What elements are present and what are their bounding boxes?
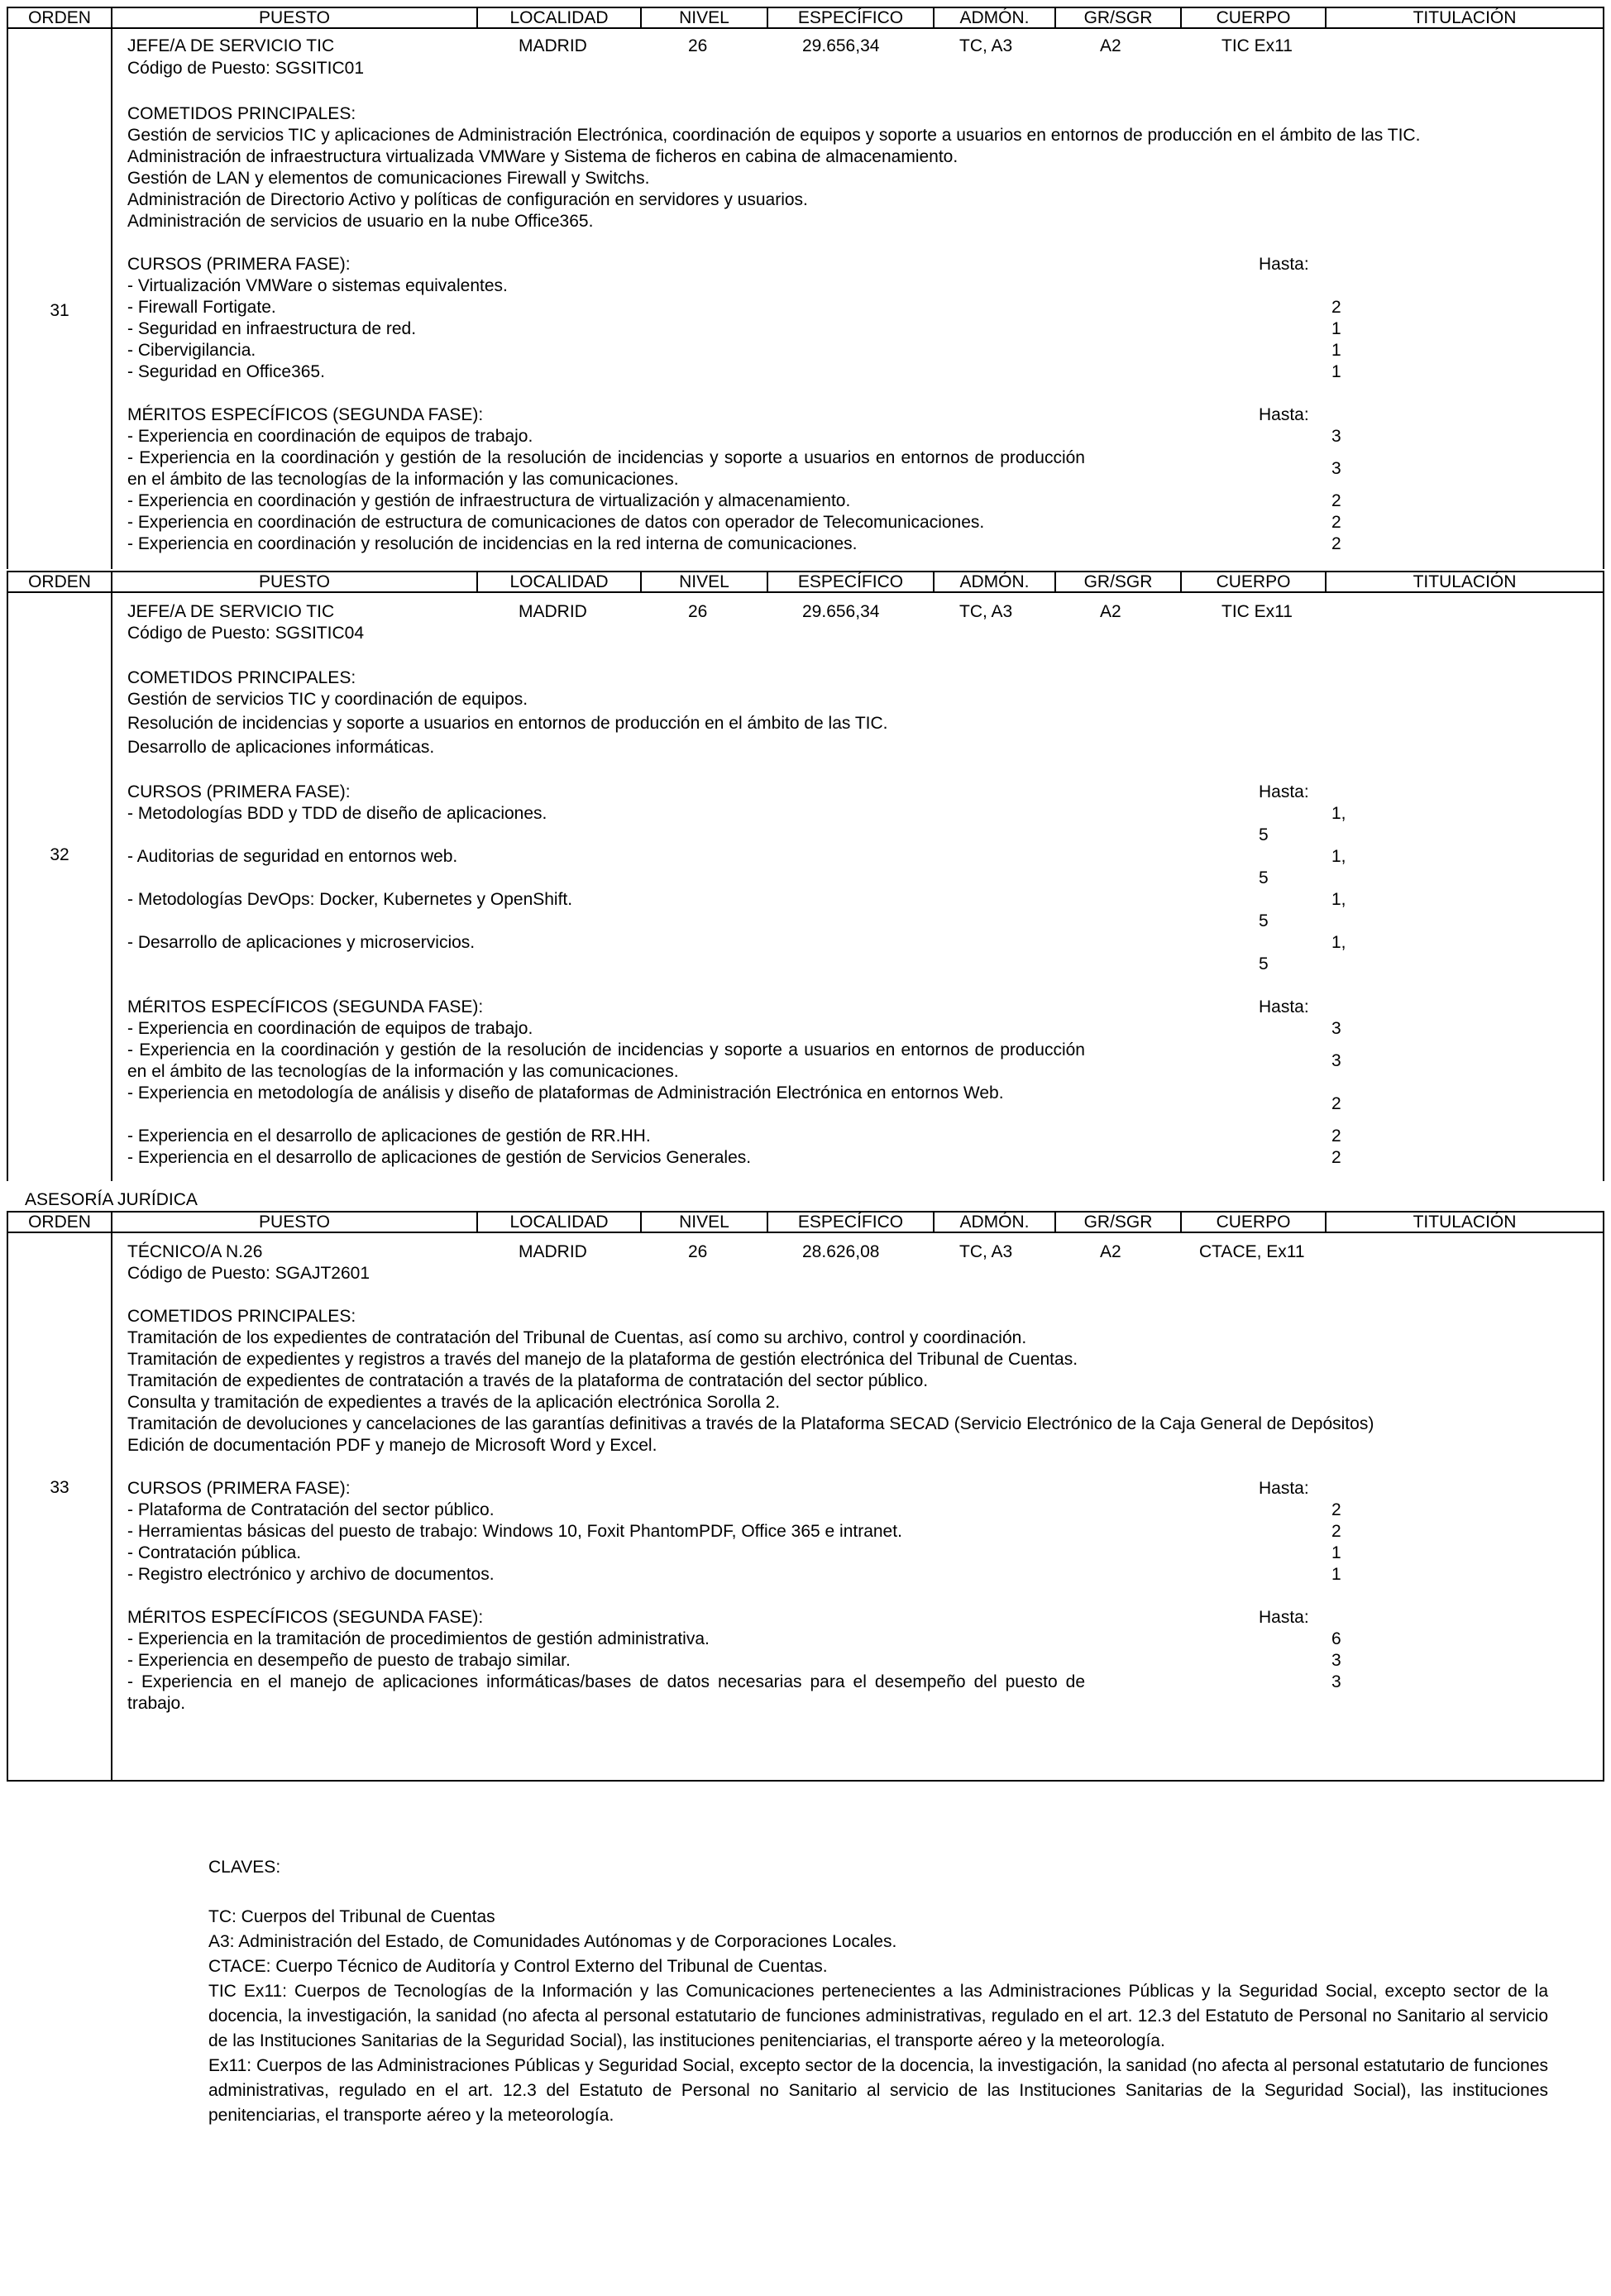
position-block-32 xyxy=(7,591,1604,1181)
codigo-puesto: Código de Puesto: SGAJT2601 xyxy=(127,1264,370,1283)
cometido-item: Tramitación de expedientes y registros a través del manejo de la plataforma de gestión electrónica del Tribunal de Cuentas. xyxy=(127,1350,1078,1369)
curso-points: 1, xyxy=(1331,890,1346,909)
header-titulacion: TITULACIÓN xyxy=(1413,1213,1517,1232)
puesto-title: JEFE/A DE SERVICIO TIC xyxy=(127,36,335,55)
gr-sgr: A2 xyxy=(1100,36,1121,55)
header-cuerpo: CUERPO xyxy=(1182,1213,1327,1232)
header-especifico: ESPECÍFICO xyxy=(768,1213,935,1232)
header-puesto: PUESTO xyxy=(112,8,478,27)
merito-item: - Experiencia en coordinación y gestión de infraestructura de virtualización y almacenamiento. xyxy=(127,491,851,510)
header-nivel: NIVEL xyxy=(642,8,768,27)
merito-points: 3 xyxy=(1331,427,1341,446)
merito-points: 3 xyxy=(1331,459,1341,478)
cometido-item: Gestión de LAN y elementos de comunicaciones Firewall y Switchs. xyxy=(127,169,650,188)
cursos-title: CURSOS (PRIMERA FASE): xyxy=(127,255,351,274)
merito-points: 6 xyxy=(1331,1629,1341,1648)
table-header xyxy=(7,7,1604,29)
merito-item: - Experiencia en coordinación de equipos de trabajo. xyxy=(127,427,533,446)
orden-number: 31 xyxy=(50,301,69,320)
nivel: 26 xyxy=(688,36,708,55)
cometido-item: Administración de Directorio Activo y políticas de configuración en servidores y usuarios. xyxy=(127,190,808,209)
hasta-label: Hasta: xyxy=(1259,1608,1309,1627)
header-especifico: ESPECÍFICO xyxy=(768,572,935,591)
meritos-title: MÉRITOS ESPECÍFICOS (SEGUNDA FASE): xyxy=(127,997,484,1016)
cursos-title: CURSOS (PRIMERA FASE): xyxy=(127,782,351,801)
header-orden: ORDEN xyxy=(8,8,112,27)
admon: TC, A3 xyxy=(959,1242,1013,1261)
header-nivel: NIVEL xyxy=(642,572,768,591)
merito-item: - Experiencia en coordinación de equipos de trabajo. xyxy=(127,1019,533,1038)
curso-points-decimal: 5 xyxy=(1259,825,1269,844)
curso-item: - Herramientas básicas del puesto de trabajo: Windows 10, Foxit PhantomPDF, Office 365 e intranet. xyxy=(127,1522,902,1541)
merito-item: - Experiencia en el desarrollo de aplicaciones de gestión de RR.HH. xyxy=(127,1126,651,1146)
curso-points: 1 xyxy=(1331,1565,1341,1584)
orden-number: 32 xyxy=(50,845,69,864)
curso-points: 2 xyxy=(1331,1500,1341,1519)
merito-points: 3 xyxy=(1331,1672,1341,1691)
header-admon: ADMÓN. xyxy=(935,1213,1056,1232)
curso-points: 1 xyxy=(1331,341,1341,360)
curso-points-decimal: 5 xyxy=(1259,954,1269,973)
header-puesto: PUESTO xyxy=(112,1213,478,1232)
position-block-33 xyxy=(7,1232,1604,1782)
header-admon: ADMÓN. xyxy=(935,572,1056,591)
meritos-title: MÉRITOS ESPECÍFICOS (SEGUNDA FASE): xyxy=(127,1608,484,1627)
cometidos-title: COMETIDOS PRINCIPALES: xyxy=(127,104,356,123)
especifico: 28.626,08 xyxy=(802,1242,880,1261)
curso-points-decimal: 5 xyxy=(1259,868,1269,887)
cuerpo: CTACE, Ex11 xyxy=(1199,1242,1305,1261)
hasta-label: Hasta: xyxy=(1259,255,1309,274)
cometido-item: Administración de servicios de usuario en la nube Office365. xyxy=(127,212,594,231)
position-block-31 xyxy=(7,27,1604,569)
curso-item: - Metodologías DevOps: Docker, Kubernetes y OpenShift. xyxy=(127,890,573,909)
puesto-title: TÉCNICO/A N.26 xyxy=(127,1242,263,1261)
header-puesto: PUESTO xyxy=(112,572,478,591)
header-cuerpo: CUERPO xyxy=(1182,572,1327,591)
merito-points: 2 xyxy=(1331,534,1341,553)
merito-points: 2 xyxy=(1331,1094,1341,1113)
clave-item: TIC Ex11: Cuerpos de Tecnologías de la Información y las Comunicaciones pertenecientes a las Administraciones Públicas y la Seguridad Social, excepto sector de la docencia, la investigación, la sanidad (no afecta al personal estatutario de funciones administrativas, regulado en el art. 12.3 del Estatuto de Personal no Sanitario al servicio de las Instituciones Sanitarias de la Seguridad Social), las instituciones penitenciarias, el transporte aéreo y la meteorología. xyxy=(208,1982,1548,2050)
header-nivel: NIVEL xyxy=(642,1213,768,1232)
merito-points: 2 xyxy=(1331,513,1341,532)
merito-points: 2 xyxy=(1331,1126,1341,1146)
header-gr-sgr: GR/SGR xyxy=(1056,1213,1182,1232)
curso-item: - Contratación pública. xyxy=(127,1543,302,1562)
cometidos-title: COMETIDOS PRINCIPALES: xyxy=(127,1307,356,1326)
section-title: ASESORÍA JURÍDICA xyxy=(25,1190,198,1209)
curso-points: 1, xyxy=(1331,847,1346,866)
cursos-title: CURSOS (PRIMERA FASE): xyxy=(127,1479,351,1498)
codigo-puesto: Código de Puesto: SGSITIC01 xyxy=(127,59,364,78)
gr-sgr: A2 xyxy=(1100,1242,1121,1261)
merito-points: 3 xyxy=(1331,1051,1341,1070)
hasta-label: Hasta: xyxy=(1259,997,1309,1016)
curso-item: - Auditorias de seguridad en entornos web. xyxy=(127,847,458,866)
cometido-item: Gestión de servicios TIC y aplicaciones de Administración Electrónica, coordinación de equipos y soporte a usuarios en entornos de producción en el ámbito de las TIC. xyxy=(127,126,1421,145)
merito-points: 2 xyxy=(1331,1148,1341,1167)
curso-points-decimal: 5 xyxy=(1259,911,1269,930)
merito-points: 3 xyxy=(1331,1019,1341,1038)
curso-points: 1, xyxy=(1331,804,1346,823)
table-header xyxy=(7,571,1604,593)
merito-item: - Experiencia en coordinación y resolución de incidencias en la red interna de comunicaciones. xyxy=(127,534,858,553)
cuerpo: TIC Ex11 xyxy=(1221,36,1293,55)
curso-item: - Plataforma de Contratación del sector público. xyxy=(127,1500,495,1519)
especifico: 29.656,34 xyxy=(802,36,880,55)
header-cuerpo: CUERPO xyxy=(1182,8,1327,27)
curso-item: - Seguridad en infraestructura de red. xyxy=(127,319,417,338)
curso-points: 2 xyxy=(1331,1522,1341,1541)
curso-item: - Cibervigilancia. xyxy=(127,341,256,360)
merito-points: 2 xyxy=(1331,491,1341,510)
header-gr-sgr: GR/SGR xyxy=(1056,572,1182,591)
header-localidad: LOCALIDAD xyxy=(478,8,642,27)
especifico: 29.656,34 xyxy=(802,602,880,621)
header-especifico: ESPECÍFICO xyxy=(768,8,935,27)
localidad: MADRID xyxy=(519,1242,587,1261)
admon: TC, A3 xyxy=(959,602,1013,621)
cometido-item: Consulta y tramitación de expedientes a través de la aplicación electrónica Sorolla 2. xyxy=(127,1393,781,1412)
nivel: 26 xyxy=(688,1242,708,1261)
curso-item: - Registro electrónico y archivo de documentos. xyxy=(127,1565,495,1584)
curso-points: 1 xyxy=(1331,1543,1341,1562)
localidad: MADRID xyxy=(519,36,587,55)
header-titulacion: TITULACIÓN xyxy=(1413,572,1517,591)
header-localidad: LOCALIDAD xyxy=(478,1213,642,1232)
curso-points: 1 xyxy=(1331,319,1341,338)
merito-item: - Experiencia en el manejo de aplicaciones informáticas/bases de datos necesarias para el desempeño del puesto de trabajo. xyxy=(127,1672,1085,1713)
puesto-title: JEFE/A DE SERVICIO TIC xyxy=(127,602,335,621)
claves-section xyxy=(208,1855,1548,2128)
merito-item: - Experiencia en el desarrollo de aplicaciones de gestión de Servicios Generales. xyxy=(127,1148,752,1167)
merito-item: - Experiencia en la coordinación y gestión de la resolución de incidencias y soporte a usuarios en entornos de producción en el ámbito de las tecnologías de la información y las comunicaciones. xyxy=(127,1040,1085,1081)
hasta-label: Hasta: xyxy=(1259,405,1309,424)
clave-item: Ex11: Cuerpos de las Administraciones Públicas y Seguridad Social, excepto sector de la docencia, la investigación, la sanidad (no afecta al personal estatutario de funciones administrativas, regulado en el art. 12.3 del Estatuto de Personal no Sanitario al servicio de las Instituciones Sanitarias de la Seguridad Social), las instituciones penitenciarias, el transporte aéreo y la meteorología. xyxy=(208,2056,1548,2125)
merito-item: - Experiencia en metodología de análisis y diseño de plataformas de Administración Electrónica en entornos Web. xyxy=(127,1083,1004,1103)
merito-points: 3 xyxy=(1331,1651,1341,1670)
cometido-item: Administración de infraestructura virtualizada VMWare y Sistema de ficheros en cabina de almacenamiento. xyxy=(127,147,958,166)
cometido-item: Edición de documentación PDF y manejo de Microsoft Word y Excel. xyxy=(127,1436,657,1455)
header-titulacion: TITULACIÓN xyxy=(1413,8,1517,27)
cometido-item: Gestión de servicios TIC y coordinación de equipos. xyxy=(127,690,528,709)
clave-item: A3: Administración del Estado, de Comunidades Autónomas y de Corporaciones Locales. xyxy=(208,1932,897,1951)
header-localidad: LOCALIDAD xyxy=(478,572,642,591)
claves-title: CLAVES: xyxy=(208,1858,281,1877)
cometido-item: Tramitación de devoluciones y cancelaciones de las garantías definitivas a través de la Plataforma SECAD (Servicio Electrónico de la Caja General de Depósitos) xyxy=(127,1414,1374,1433)
header-orden: ORDEN xyxy=(8,1213,112,1232)
curso-item: - Metodologías BDD y TDD de diseño de aplicaciones. xyxy=(127,804,547,823)
hasta-label: Hasta: xyxy=(1259,782,1309,801)
header-orden: ORDEN xyxy=(8,572,112,591)
admon: TC, A3 xyxy=(959,36,1013,55)
cuerpo: TIC Ex11 xyxy=(1221,602,1293,621)
cometidos-title: COMETIDOS PRINCIPALES: xyxy=(127,668,356,687)
orden-number: 33 xyxy=(50,1478,69,1497)
curso-points: 1 xyxy=(1331,362,1341,381)
gr-sgr: A2 xyxy=(1100,602,1121,621)
curso-item: - Desarrollo de aplicaciones y microservicios. xyxy=(127,933,476,952)
curso-item: - Seguridad en Office365. xyxy=(127,362,325,381)
clave-item: TC: Cuerpos del Tribunal de Cuentas xyxy=(208,1907,495,1926)
merito-item: - Experiencia en coordinación de estructura de comunicaciones de datos con operador de Telecomunicaciones. xyxy=(127,513,985,532)
curso-points: 2 xyxy=(1331,298,1341,317)
curso-item: - Virtualización VMWare o sistemas equivalentes. xyxy=(127,276,508,295)
header-admon: ADMÓN. xyxy=(935,8,1056,27)
merito-item: - Experiencia en desempeño de puesto de trabajo similar. xyxy=(127,1651,571,1670)
hasta-label: Hasta: xyxy=(1259,1479,1309,1498)
header-gr-sgr: GR/SGR xyxy=(1056,8,1182,27)
curso-item: - Firewall Fortigate. xyxy=(127,298,276,317)
cometido-item: Tramitación de los expedientes de contratación del Tribunal de Cuentas, así como su archivo, control y coordinación. xyxy=(127,1328,1027,1347)
codigo-puesto: Código de Puesto: SGSITIC04 xyxy=(127,624,364,643)
cometido-item: Resolución de incidencias y soporte a usuarios en entornos de producción en el ámbito de las TIC. xyxy=(127,714,888,733)
clave-item: CTACE: Cuerpo Técnico de Auditoría y Control Externo del Tribunal de Cuentas. xyxy=(208,1957,828,1976)
merito-item: - Experiencia en la coordinación y gestión de la resolución de incidencias y soporte a usuarios en entornos de producción en el ámbito de las tecnologías de la información y las comunicaciones. xyxy=(127,448,1085,489)
merito-item: - Experiencia en la tramitación de procedimientos de gestión administrativa. xyxy=(127,1629,710,1648)
table-header xyxy=(7,1211,1604,1233)
meritos-title: MÉRITOS ESPECÍFICOS (SEGUNDA FASE): xyxy=(127,405,484,424)
curso-points: 1, xyxy=(1331,933,1346,952)
cometido-item: Desarrollo de aplicaciones informáticas. xyxy=(127,738,435,757)
nivel: 26 xyxy=(688,602,708,621)
localidad: MADRID xyxy=(519,602,587,621)
cometido-item: Tramitación de expedientes de contratación a través de la plataforma de contratación del sector público. xyxy=(127,1371,929,1390)
